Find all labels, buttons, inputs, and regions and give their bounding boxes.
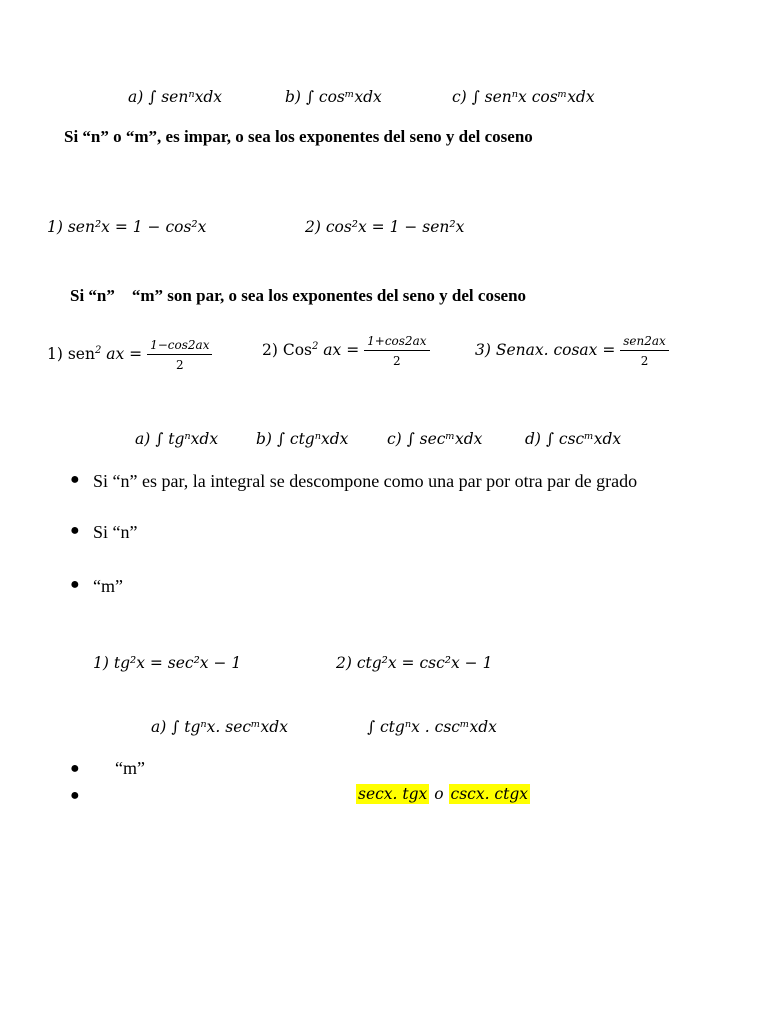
fraction-denominator: 2 xyxy=(175,358,184,372)
bullet-dot: ● xyxy=(70,760,80,777)
fraction-1-minus-cos2ax xyxy=(147,338,212,372)
identity-sen2: 1) sen²x = 1 − cos²x xyxy=(47,218,207,236)
halfangle-cos2-prefix: 2) Cos xyxy=(262,341,312,359)
halfangle-sen2-mid: ax = xyxy=(106,345,143,363)
highlight-secx-tgx: secx. tgx xyxy=(358,785,428,803)
identity-ctg2: 2) ctg²x = csc²x − 1 xyxy=(336,654,493,672)
fraction-denominator: 2 xyxy=(393,354,401,368)
integral-a-tg-sec: a) ∫ tgⁿx. secᵐxdx xyxy=(151,718,288,736)
halfangle-senax-cosax xyxy=(475,334,669,368)
halfangle-cos2-exp: 2 xyxy=(311,341,319,352)
integral-c-sen-cos: c) ∫ senⁿx cosᵐxdx xyxy=(452,88,595,106)
bullet-dot: ● xyxy=(70,576,80,593)
integral-a-sen: a) ∫ senⁿxdx xyxy=(128,88,223,106)
heading-impar: Si “n” o “m”, es impar, o sea los exponentes del seno y del coseno xyxy=(64,127,533,146)
derivative-forms xyxy=(356,785,530,803)
bullet-text-n: Si “n” xyxy=(93,522,138,542)
halfangle-sen2-prefix: 1) sen xyxy=(47,345,95,363)
bullet-text-n-par: Si “n” es par, la integral se descompone como una par por otra par de grado xyxy=(93,471,638,491)
halfangle-cos2-mid: ax = xyxy=(323,341,360,359)
identity-cos2: 2) cos²x = 1 − sen²x xyxy=(305,218,465,236)
highlight-cscx-ctgx: cscx. ctgx xyxy=(450,785,529,803)
integral-b-cos: b) ∫ cosᵐxdx xyxy=(285,88,382,106)
bullet-dot: ● xyxy=(70,471,80,488)
heading-par: Si “n” “m” son par, o sea los exponentes del seno y del coseno xyxy=(70,286,527,305)
identity-tg2: 1) tg²x = sec²x − 1 xyxy=(93,654,242,672)
halfangle-cos2 xyxy=(262,334,430,368)
integral-a-tg: a) ∫ tgⁿxdx xyxy=(135,430,219,448)
integral-c-sec: c) ∫ secᵐxdx xyxy=(387,430,483,448)
halfangle-sen2 xyxy=(47,338,212,372)
fraction-numerator: 1−cos2ax xyxy=(147,338,212,355)
bullet-dot: ● xyxy=(70,787,80,804)
integral-ctg-csc: ∫ ctgⁿx . cscᵐxdx xyxy=(367,718,497,736)
fraction-denominator: 2 xyxy=(640,354,649,368)
connector-o: o xyxy=(434,785,444,803)
bullet-text-m-2: “m” xyxy=(115,758,145,778)
bullet-text-m: “m” xyxy=(93,576,123,596)
fraction-numerator: 1+cos2ax xyxy=(364,334,429,351)
fraction-1-plus-cos2ax xyxy=(364,334,429,368)
fraction-numerator: sen2ax xyxy=(620,334,669,351)
fraction-sen2ax xyxy=(620,334,669,368)
integral-b-ctg: b) ∫ ctgⁿxdx xyxy=(256,430,349,448)
halfangle-sen2-exp: 2 xyxy=(94,345,102,356)
halfangle-senax-prefix: 3) Senax. cosax = xyxy=(475,341,616,359)
bullet-dot: ● xyxy=(70,522,80,539)
integral-d-csc: d) ∫ cscᵐxdx xyxy=(525,430,622,448)
